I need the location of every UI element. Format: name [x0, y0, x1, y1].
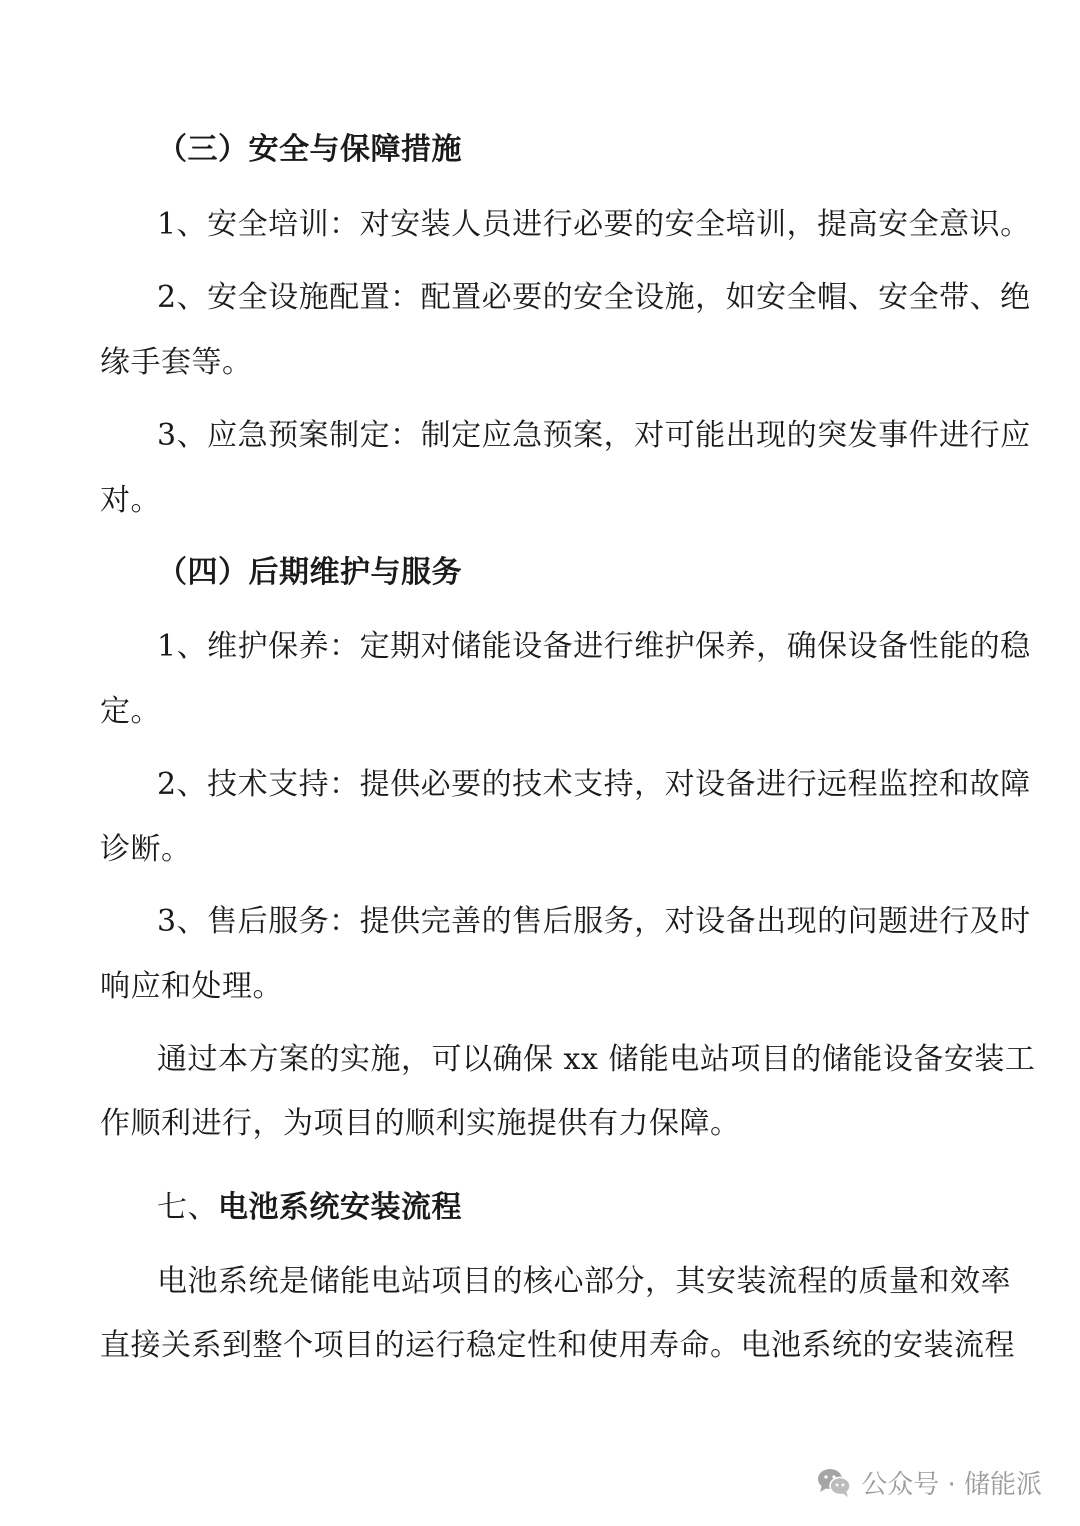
paragraph-after-sales: 3、售后服务：提供完善的售后服务，对设备出现的问题进行及时	[157, 904, 1031, 939]
chapter-title: 电池系统安装流程	[218, 1190, 462, 1225]
paragraph-maintenance-cont: 定。	[100, 694, 161, 729]
paragraph-tech-support-cont: 诊断。	[100, 832, 192, 867]
paragraph-tech-support: 2、技术支持：提供必要的技术支持，对设备进行远程监控和故障	[157, 767, 1031, 802]
paragraph-intro: 电池系统是储能电站项目的核心部分，其安装流程的质量和效率	[157, 1264, 1011, 1299]
paragraph-conclusion: 通过本方案的实施，可以确保 xx 储能电站项目的储能设备安装工	[157, 1042, 1036, 1077]
paragraph-safety-training: 1、安全培训：对安装人员进行必要的安全培训，提高安全意识。	[157, 207, 1031, 242]
paragraph-emergency-plan: 3、应急预案制定：制定应急预案，对可能出现的突发事件进行应	[157, 418, 1031, 453]
section-heading-maintenance: （四）后期维护与服务	[157, 555, 462, 590]
watermark	[815, 1462, 1042, 1502]
paragraph-safety-facilities-cont: 缘手套等。	[100, 345, 253, 380]
watermark-text: 公众号 · 储能派	[861, 1469, 1042, 1500]
paragraph-emergency-plan-cont: 对。	[100, 483, 161, 518]
section-heading-safety: （三）安全与保障措施	[157, 132, 462, 167]
wechat-icon	[815, 1463, 853, 1501]
paragraph-conclusion-cont: 作顺利进行，为项目的顺利实施提供有力保障。	[100, 1106, 741, 1141]
chapter-heading	[157, 1188, 462, 1228]
paragraph-safety-facilities: 2、安全设施配置：配置必要的安全设施，如安全帽、安全带、绝	[157, 280, 1031, 315]
paragraph-intro-cont: 直接关系到整个项目的运行稳定性和使用寿命。电池系统的安装流程	[100, 1328, 1015, 1363]
paragraph-maintenance: 1、维护保养：定期对储能设备进行维护保养，确保设备性能的稳	[157, 629, 1031, 664]
paragraph-after-sales-cont: 响应和处理。	[100, 969, 283, 1004]
chapter-number: 七、	[157, 1190, 218, 1225]
